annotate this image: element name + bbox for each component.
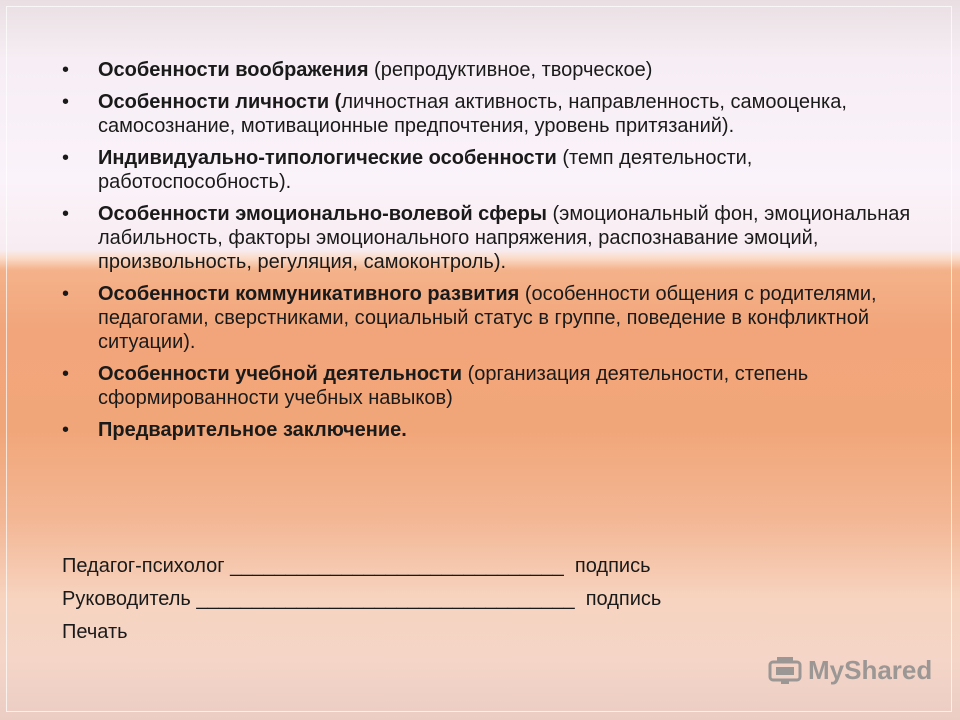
bullet-list bbox=[62, 58, 922, 450]
bullet-details: (репродуктивное, творческое) bbox=[368, 59, 653, 81]
bullet-heading: Предварительное заключение. bbox=[98, 419, 407, 441]
bullet-item-typology bbox=[62, 146, 922, 194]
bullet-item-conclusion bbox=[62, 418, 922, 442]
bullet-heading: Особенности коммуникативного развития bbox=[98, 283, 520, 305]
myshared-watermark bbox=[768, 655, 932, 686]
bullet-marker: • bbox=[62, 147, 70, 169]
bullet-details: (особенности общения с родителями, педагогами, сверстниками, социальный статус в группе, поведение в конфликтной ситуации). bbox=[98, 283, 877, 353]
bullet-details: (эмоциональный фон, эмоциональная лабильность, факторы эмоционального напряжения, распознавание эмоций, произвольность, регуляция, самоконтроль). bbox=[98, 203, 911, 273]
bullet-item-personality bbox=[62, 90, 922, 138]
watermark-text: MyShared bbox=[808, 655, 933, 685]
bullet-item-emotional bbox=[62, 202, 922, 274]
signature-line-manager: Руководитель __________________________________ подпись bbox=[62, 588, 662, 610]
signature-block bbox=[62, 550, 922, 649]
bullet-heading: Особенности учебной деятельности bbox=[98, 363, 463, 385]
myshared-logo-icon bbox=[768, 656, 802, 686]
bullet-heading: Особенности личности ( bbox=[98, 91, 342, 113]
bullet-marker: • bbox=[62, 283, 70, 305]
stamp-label: Печать bbox=[62, 621, 128, 643]
bullet-marker: • bbox=[62, 203, 70, 225]
bullet-heading: Особенности воображения bbox=[98, 59, 369, 81]
bullet-marker: • bbox=[62, 59, 70, 81]
bullet-item-learning bbox=[62, 362, 922, 410]
bullet-marker: • bbox=[62, 419, 70, 441]
bullet-heading: Индивидуально-типологические особенности bbox=[98, 147, 557, 169]
bullet-details: личностная активность, направленность, самооценка, самосознание, мотивационные предпочтения, уровень притязаний). bbox=[98, 91, 847, 137]
bullet-item-communication bbox=[62, 282, 922, 354]
signature-line-psychologist: Педагог-психолог ______________________________ подпись bbox=[62, 555, 651, 577]
bullet-marker: • bbox=[62, 363, 70, 385]
bullet-marker: • bbox=[62, 91, 70, 113]
bullet-details: (организация деятельности, степень сформированности учебных навыков) bbox=[98, 363, 809, 409]
bullet-item-imagination bbox=[62, 58, 922, 82]
bullet-heading: Особенности эмоционально-волевой сферы bbox=[98, 203, 547, 225]
bullet-details: (темп деятельности, работоспособность). bbox=[98, 147, 753, 193]
